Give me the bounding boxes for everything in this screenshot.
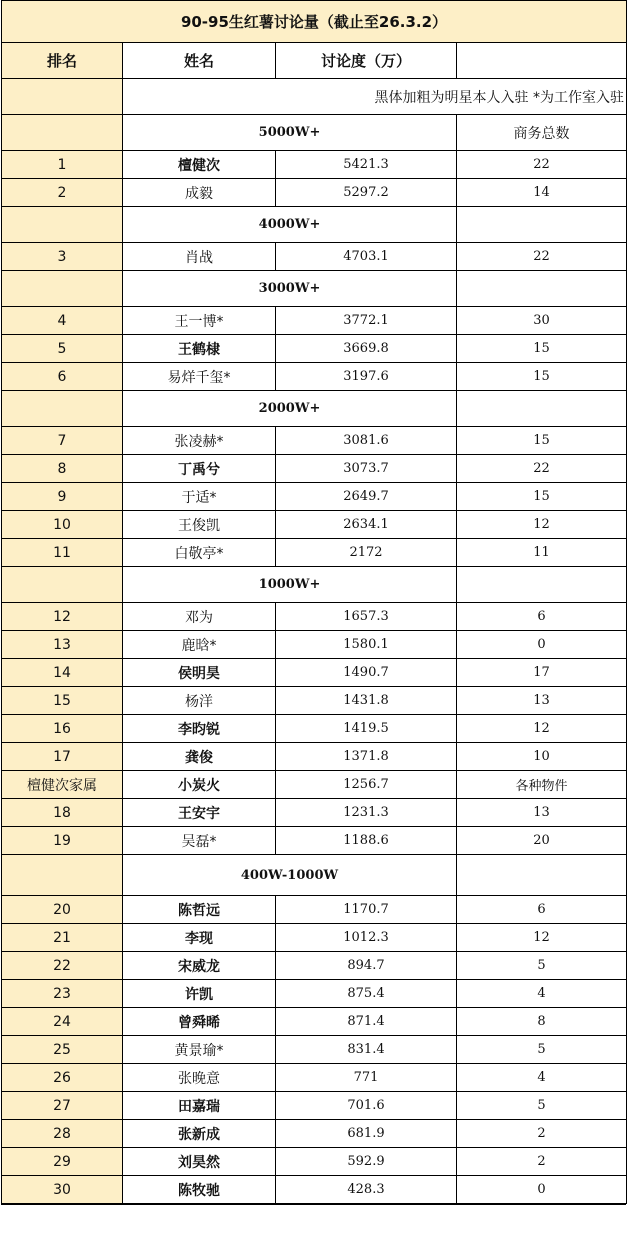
rank-cell: 12 [2, 603, 123, 631]
deals-cell: 0 [457, 1176, 627, 1204]
discussion-cell: 3073.7 [276, 455, 457, 483]
rank-cell: 30 [2, 1176, 123, 1204]
deals-cell: 各种物件 [457, 771, 627, 799]
deals-cell: 22 [457, 151, 627, 179]
name-cell: 小炭火 [123, 771, 276, 799]
discussion-cell: 1431.8 [276, 687, 457, 715]
name-cell: 张晚意 [123, 1064, 276, 1092]
rank-cell: 1 [2, 151, 123, 179]
discussion-cell: 701.6 [276, 1092, 457, 1120]
deals-cell: 15 [457, 335, 627, 363]
section-label: 3000W+ [123, 271, 457, 307]
rank-cell: 9 [2, 483, 123, 511]
table-title: 90-95生红薯讨论量（截止至26.3.2） [2, 1, 627, 43]
name-cell: 于适* [123, 483, 276, 511]
table-row [2, 603, 627, 631]
name-cell: 许凯 [123, 980, 276, 1008]
discussion-cell: 1371.8 [276, 743, 457, 771]
table-row [2, 307, 627, 335]
section-row [2, 207, 627, 243]
name-cell: 檀健次 [123, 151, 276, 179]
rank-cell: 7 [2, 427, 123, 455]
section-extra [457, 207, 627, 243]
rank-cell: 3 [2, 243, 123, 271]
rank-cell: 24 [2, 1008, 123, 1036]
deals-cell: 2 [457, 1120, 627, 1148]
deals-cell: 15 [457, 363, 627, 391]
rank-cell: 15 [2, 687, 123, 715]
name-cell: 张凌赫* [123, 427, 276, 455]
rank-cell: 10 [2, 511, 123, 539]
discussion-cell: 592.9 [276, 1148, 457, 1176]
deals-cell: 11 [457, 539, 627, 567]
table-row [2, 1008, 627, 1036]
name-cell: 杨洋 [123, 687, 276, 715]
table-row [2, 243, 627, 271]
table-row [2, 539, 627, 567]
section-rank-cell [2, 271, 123, 307]
table-row [2, 631, 627, 659]
header-discussion: 讨论度（万） [276, 43, 457, 79]
discussion-cell: 1012.3 [276, 924, 457, 952]
discussion-cell: 871.4 [276, 1008, 457, 1036]
rank-cell: 11 [2, 539, 123, 567]
discussion-cell: 1657.3 [276, 603, 457, 631]
name-cell: 丁禹兮 [123, 455, 276, 483]
discussion-cell: 1419.5 [276, 715, 457, 743]
discussion-cell: 3081.6 [276, 427, 457, 455]
deals-cell: 4 [457, 980, 627, 1008]
discussion-cell: 2649.7 [276, 483, 457, 511]
deals-cell: 15 [457, 427, 627, 455]
deals-cell: 13 [457, 687, 627, 715]
rank-cell: 29 [2, 1148, 123, 1176]
table-row [2, 659, 627, 687]
name-cell: 侯明昊 [123, 659, 276, 687]
discussion-cell: 681.9 [276, 1120, 457, 1148]
rank-cell: 23 [2, 980, 123, 1008]
table-row [2, 1148, 627, 1176]
discussion-cell: 1256.7 [276, 771, 457, 799]
discussion-cell: 1231.3 [276, 799, 457, 827]
table-row [2, 715, 627, 743]
name-cell: 邓为 [123, 603, 276, 631]
deals-cell: 5 [457, 1036, 627, 1064]
deals-cell: 17 [457, 659, 627, 687]
header-row [2, 43, 627, 79]
section-row [2, 115, 627, 151]
deals-cell: 6 [457, 603, 627, 631]
deals-cell: 5 [457, 952, 627, 980]
rank-cell: 13 [2, 631, 123, 659]
legend-note: 黑体加粗为明星本人入驻 *为工作室入驻 [123, 79, 627, 115]
deals-cell: 14 [457, 179, 627, 207]
deals-cell: 0 [457, 631, 627, 659]
deals-cell: 12 [457, 511, 627, 539]
name-cell: 王安宇 [123, 799, 276, 827]
rank-cell: 20 [2, 896, 123, 924]
rank-cell: 25 [2, 1036, 123, 1064]
discussion-cell: 2634.1 [276, 511, 457, 539]
ranking-table [1, 0, 627, 1204]
table-row [2, 511, 627, 539]
name-cell: 成毅 [123, 179, 276, 207]
name-cell: 李昀锐 [123, 715, 276, 743]
section-label: 5000W+ [123, 115, 457, 151]
rank-cell: 26 [2, 1064, 123, 1092]
discussion-cell: 3197.6 [276, 363, 457, 391]
name-cell: 王俊凯 [123, 511, 276, 539]
discussion-cell: 4703.1 [276, 243, 457, 271]
rank-cell: 6 [2, 363, 123, 391]
table-row [2, 1064, 627, 1092]
name-cell: 鹿晗* [123, 631, 276, 659]
name-cell: 宋威龙 [123, 952, 276, 980]
table-row [2, 827, 627, 855]
section-row [2, 567, 627, 603]
header-name: 姓名 [123, 43, 276, 79]
section-rank-cell [2, 391, 123, 427]
table-row [2, 952, 627, 980]
discussion-cell: 831.4 [276, 1036, 457, 1064]
name-cell: 白敬亭* [123, 539, 276, 567]
table-row [2, 1176, 627, 1204]
deals-cell: 12 [457, 715, 627, 743]
table-row [2, 771, 627, 799]
deals-cell: 22 [457, 455, 627, 483]
rank-cell: 21 [2, 924, 123, 952]
rank-cell: 22 [2, 952, 123, 980]
name-cell: 刘昊然 [123, 1148, 276, 1176]
table-row [2, 427, 627, 455]
section-rank-cell [2, 855, 123, 896]
discussion-cell: 5421.3 [276, 151, 457, 179]
name-cell: 易烊千玺* [123, 363, 276, 391]
table-row [2, 363, 627, 391]
name-cell: 田嘉瑞 [123, 1092, 276, 1120]
discussion-cell: 771 [276, 1064, 457, 1092]
deals-cell: 13 [457, 799, 627, 827]
name-cell: 李现 [123, 924, 276, 952]
deals-cell: 10 [457, 743, 627, 771]
deals-cell: 6 [457, 896, 627, 924]
table-row [2, 799, 627, 827]
header-extra [457, 43, 627, 79]
discussion-cell: 1188.6 [276, 827, 457, 855]
table-row [2, 1036, 627, 1064]
section-extra [457, 567, 627, 603]
rank-cell: 5 [2, 335, 123, 363]
discussion-cell: 1170.7 [276, 896, 457, 924]
section-rank-cell [2, 567, 123, 603]
section-row [2, 855, 627, 896]
name-cell: 肖战 [123, 243, 276, 271]
name-cell: 张新成 [123, 1120, 276, 1148]
table-row [2, 896, 627, 924]
table-footer-row [1, 1204, 626, 1235]
name-cell: 王鹤棣 [123, 335, 276, 363]
section-label: 1000W+ [123, 567, 457, 603]
table-row [2, 335, 627, 363]
title-row [2, 1, 627, 43]
section-label: 2000W+ [123, 391, 457, 427]
discussion-cell: 875.4 [276, 980, 457, 1008]
rank-cell: 16 [2, 715, 123, 743]
deals-cell: 12 [457, 924, 627, 952]
note-row [2, 79, 627, 115]
section-extra: 商务总数 [457, 115, 627, 151]
rank-cell: 檀健次家属 [2, 771, 123, 799]
table-row [2, 1092, 627, 1120]
name-cell: 吴磊* [123, 827, 276, 855]
section-rank-cell [2, 207, 123, 243]
discussion-cell: 1490.7 [276, 659, 457, 687]
discussion-cell: 3669.8 [276, 335, 457, 363]
discussion-cell: 1580.1 [276, 631, 457, 659]
discussion-cell: 2172 [276, 539, 457, 567]
name-cell: 黄景瑜* [123, 1036, 276, 1064]
rank-cell: 4 [2, 307, 123, 335]
rank-cell: 17 [2, 743, 123, 771]
discussion-cell: 428.3 [276, 1176, 457, 1204]
deals-cell: 5 [457, 1092, 627, 1120]
header-rank: 排名 [2, 43, 123, 79]
section-label: 400W-1000W [123, 855, 457, 896]
deals-cell: 20 [457, 827, 627, 855]
deals-cell: 8 [457, 1008, 627, 1036]
rank-cell: 19 [2, 827, 123, 855]
deals-cell: 15 [457, 483, 627, 511]
table-row [2, 151, 627, 179]
name-cell: 龚俊 [123, 743, 276, 771]
section-rank-cell [2, 115, 123, 151]
section-extra [457, 855, 627, 896]
table-row [2, 455, 627, 483]
deals-cell: 4 [457, 1064, 627, 1092]
table-row [2, 483, 627, 511]
name-cell: 曾舜晞 [123, 1008, 276, 1036]
table-row [2, 743, 627, 771]
table-row [2, 1120, 627, 1148]
rank-cell: 18 [2, 799, 123, 827]
section-extra [457, 391, 627, 427]
table-row [2, 179, 627, 207]
deals-cell: 2 [457, 1148, 627, 1176]
section-label: 4000W+ [123, 207, 457, 243]
table-row [2, 687, 627, 715]
rank-cell: 2 [2, 179, 123, 207]
discussion-cell: 5297.2 [276, 179, 457, 207]
section-extra [457, 271, 627, 307]
section-row [2, 391, 627, 427]
name-cell: 陈牧驰 [123, 1176, 276, 1204]
rank-cell: 27 [2, 1092, 123, 1120]
name-cell: 王一博* [123, 307, 276, 335]
discussion-cell: 3772.1 [276, 307, 457, 335]
rank-cell: 8 [2, 455, 123, 483]
deals-cell: 30 [457, 307, 627, 335]
section-row [2, 271, 627, 307]
discussion-cell: 894.7 [276, 952, 457, 980]
deals-cell: 22 [457, 243, 627, 271]
name-cell: 陈哲远 [123, 896, 276, 924]
table-row [2, 924, 627, 952]
rank-cell: 28 [2, 1120, 123, 1148]
note-rank-cell [2, 79, 123, 115]
table-row [2, 980, 627, 1008]
rank-cell: 14 [2, 659, 123, 687]
